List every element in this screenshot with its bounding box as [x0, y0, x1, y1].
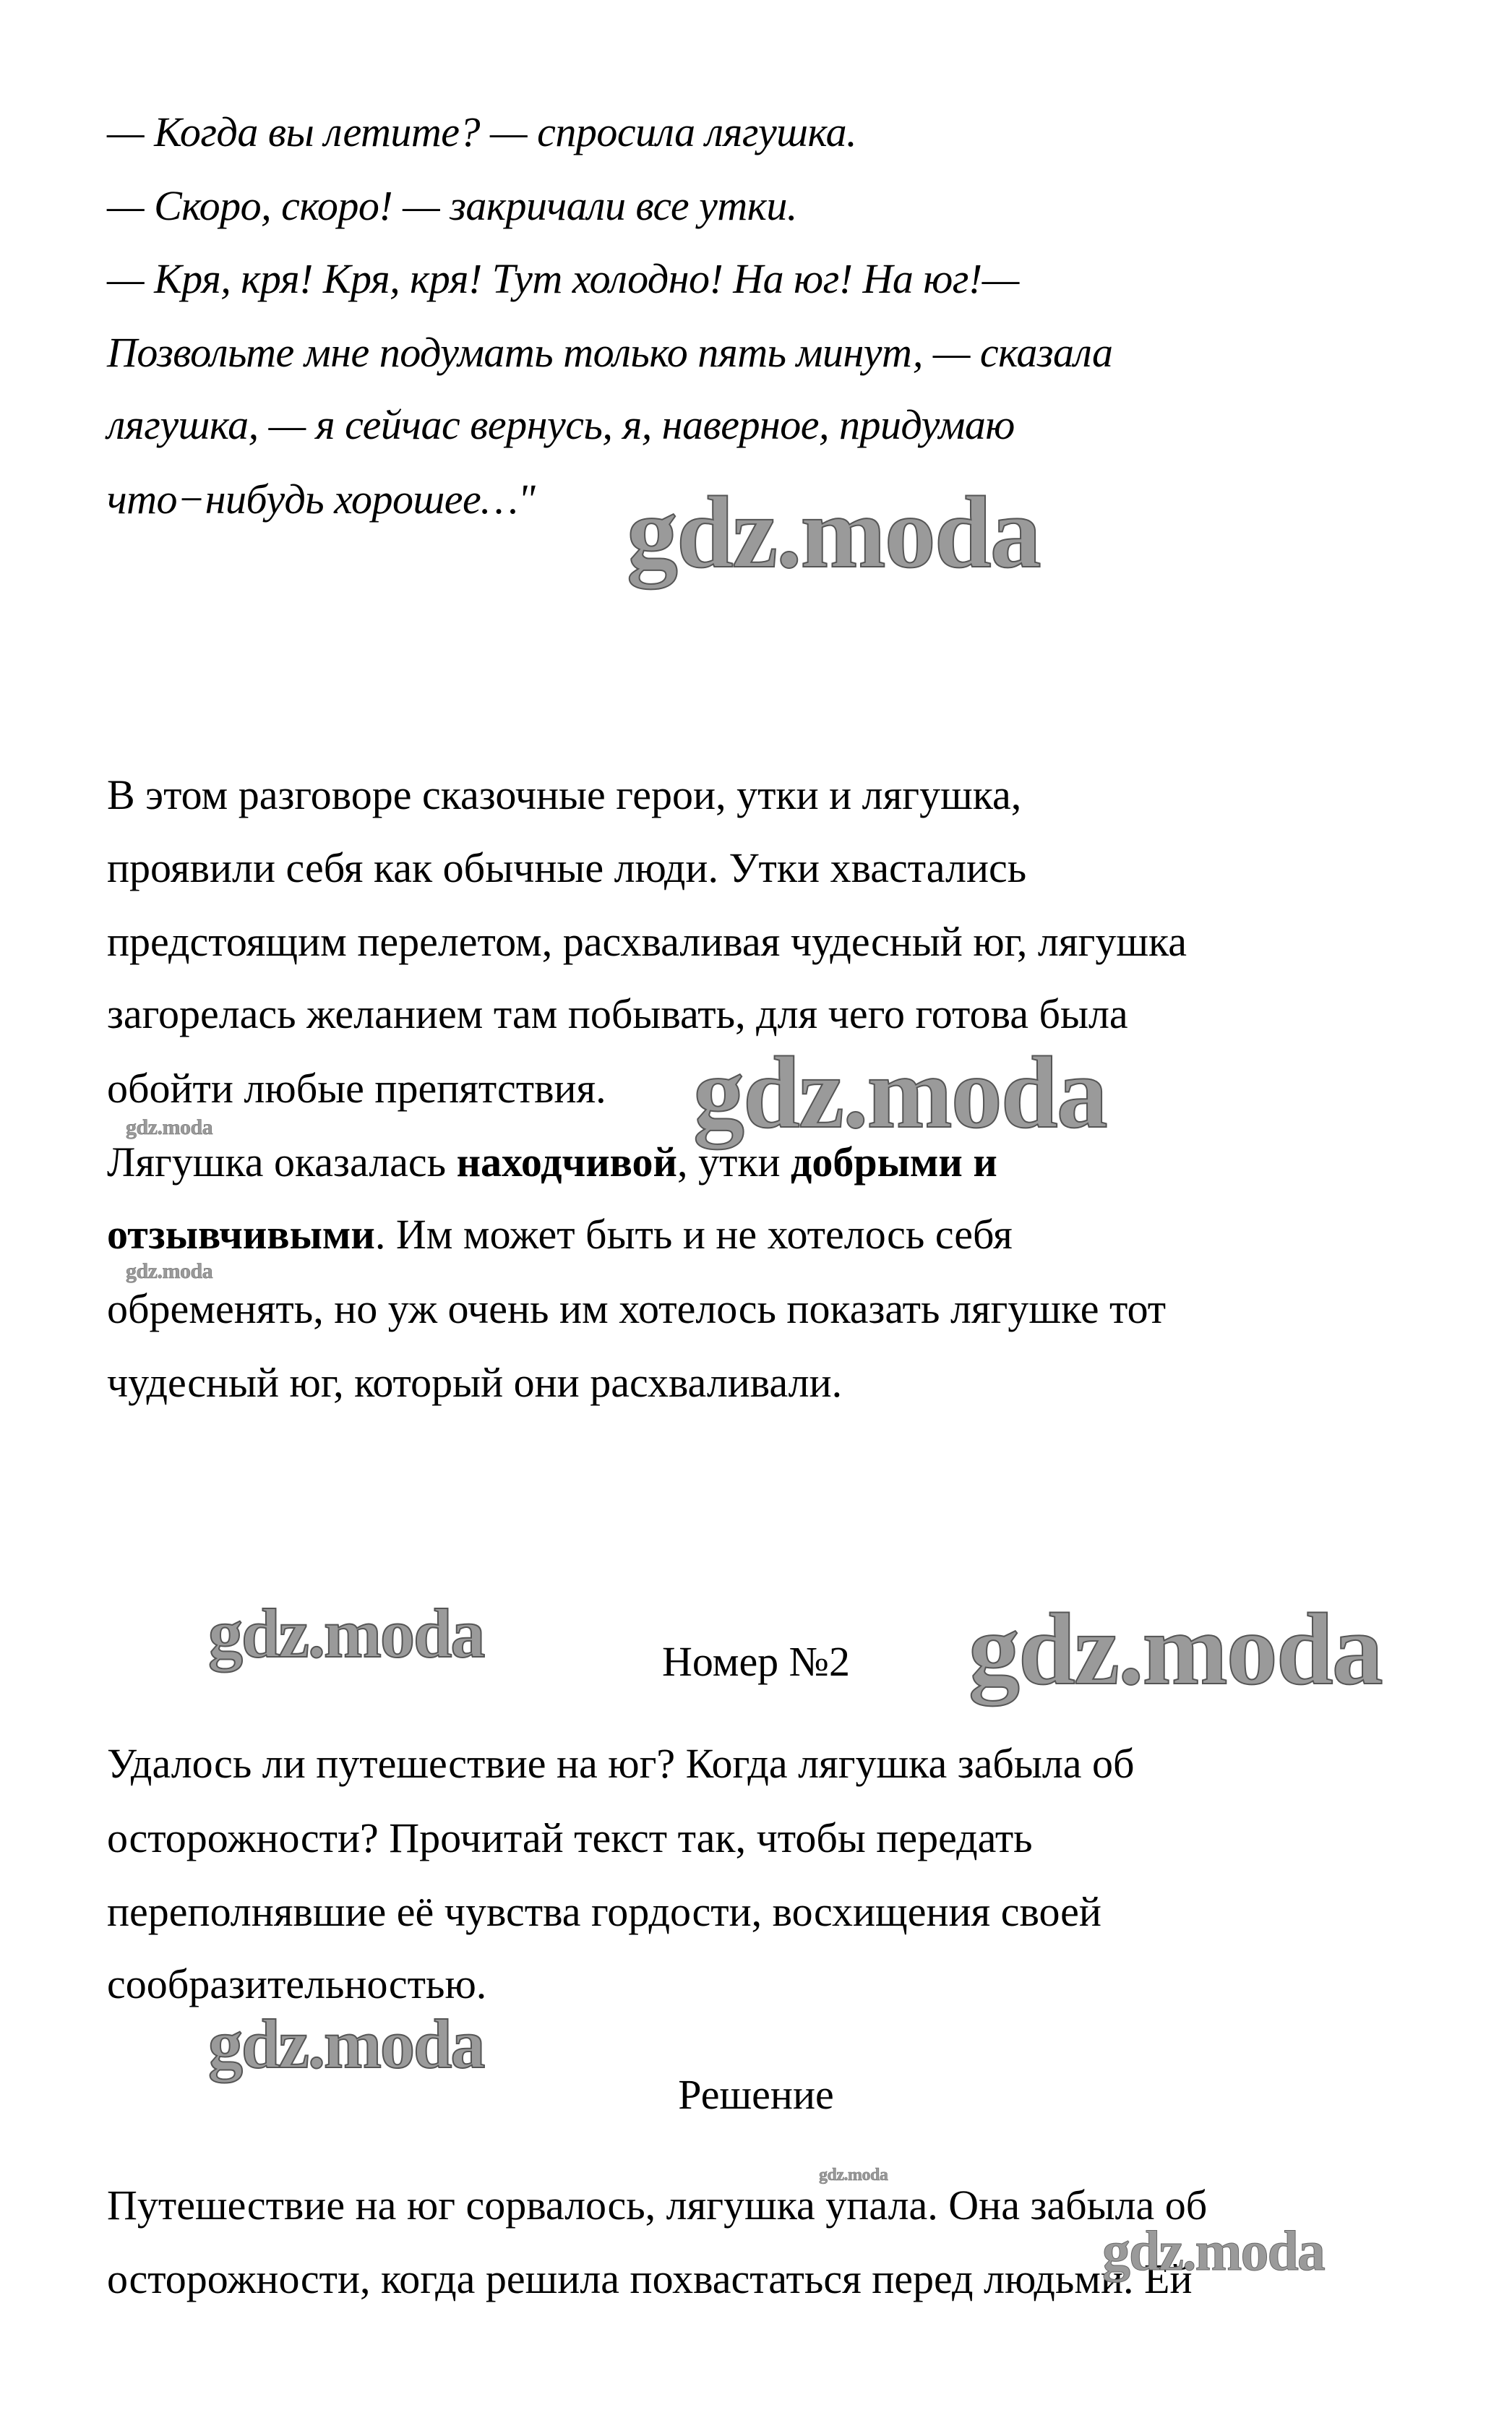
text: , утки — [676, 1139, 791, 1186]
watermark: gdz.moda — [208, 2005, 484, 2083]
solution-label: Решение — [678, 2071, 834, 2118]
task-number: Номер №2 — [661, 1638, 851, 1685]
analysis-line — [107, 1199, 1013, 1271]
quote-line: — Кря, кря! Кря, кря! Тут холодно! На юг! На юг!— — [107, 255, 1019, 302]
analysis-line: предстоящим перелетом, расхваливая чудесный юг, лягушка — [107, 918, 1187, 965]
quote-line: Позвольте мне подумать только пять минут, — сказала — [107, 329, 1113, 376]
quote-line: — Когда вы летите? — спросила лягушка. — [107, 108, 857, 155]
analysis-line: чудесный юг, который они расхваливали. — [107, 1359, 843, 1406]
watermark: gdz.moda — [126, 1115, 213, 1139]
quote-line: что−нибудь хорошее…" — [107, 476, 536, 523]
bold-text: добрыми и — [791, 1139, 997, 1186]
analysis-line: загорелась желанием там побывать, для чего готова была — [107, 990, 1128, 1037]
quote-line: — Скоро, скоро! — закричали все утки. — [107, 182, 797, 229]
question-line: Удалось ли путешествие на юг? Когда лягушка забыла об — [107, 1740, 1135, 1787]
analysis-line: обременять, но уж очень им хотелось показать лягушке тот — [107, 1285, 1167, 1332]
watermark: gdz.moda — [819, 2166, 888, 2185]
bold-text: отзывчивыми — [107, 1211, 375, 1258]
text: Лягушка оказалась — [107, 1139, 457, 1186]
watermark: gdz.moda — [126, 1259, 213, 1283]
question-line: осторожности? Прочитай текст так, чтобы передать — [107, 1814, 1033, 1861]
watermark: gdz.moda — [1102, 2219, 1324, 2282]
question-line: сообразительностью. — [107, 1960, 487, 2007]
answer-line: Путешествие на юг сорвалось, лягушка упала. Она забыла об — [107, 2182, 1208, 2229]
analysis-line: обойти любые препятствия. — [107, 1065, 606, 1112]
bold-text: находчивой — [456, 1139, 677, 1186]
answer-line: осторожности, когда решила похвастаться перед людьми. Ей — [107, 2255, 1193, 2302]
question-line: переполнявшие её чувства гордости, восхищения своей — [107, 1888, 1101, 1935]
analysis-line: В этом разговоре сказочные герои, утки и лягушка, — [107, 771, 1022, 818]
watermark: gdz.moda — [968, 1592, 1382, 1706]
text: . Им может быть и не хотелось себя — [374, 1211, 1013, 1258]
quote-line: лягушка, — я сейчас вернусь, я, наверное, придумаю — [107, 401, 1015, 448]
watermark: gdz.moda — [627, 475, 1040, 589]
watermark: gdz.moda — [693, 1035, 1107, 1149]
analysis-line: проявили себя как обычные люди. Утки хвастались — [107, 844, 1027, 891]
watermark: gdz.moda — [208, 1595, 484, 1672]
